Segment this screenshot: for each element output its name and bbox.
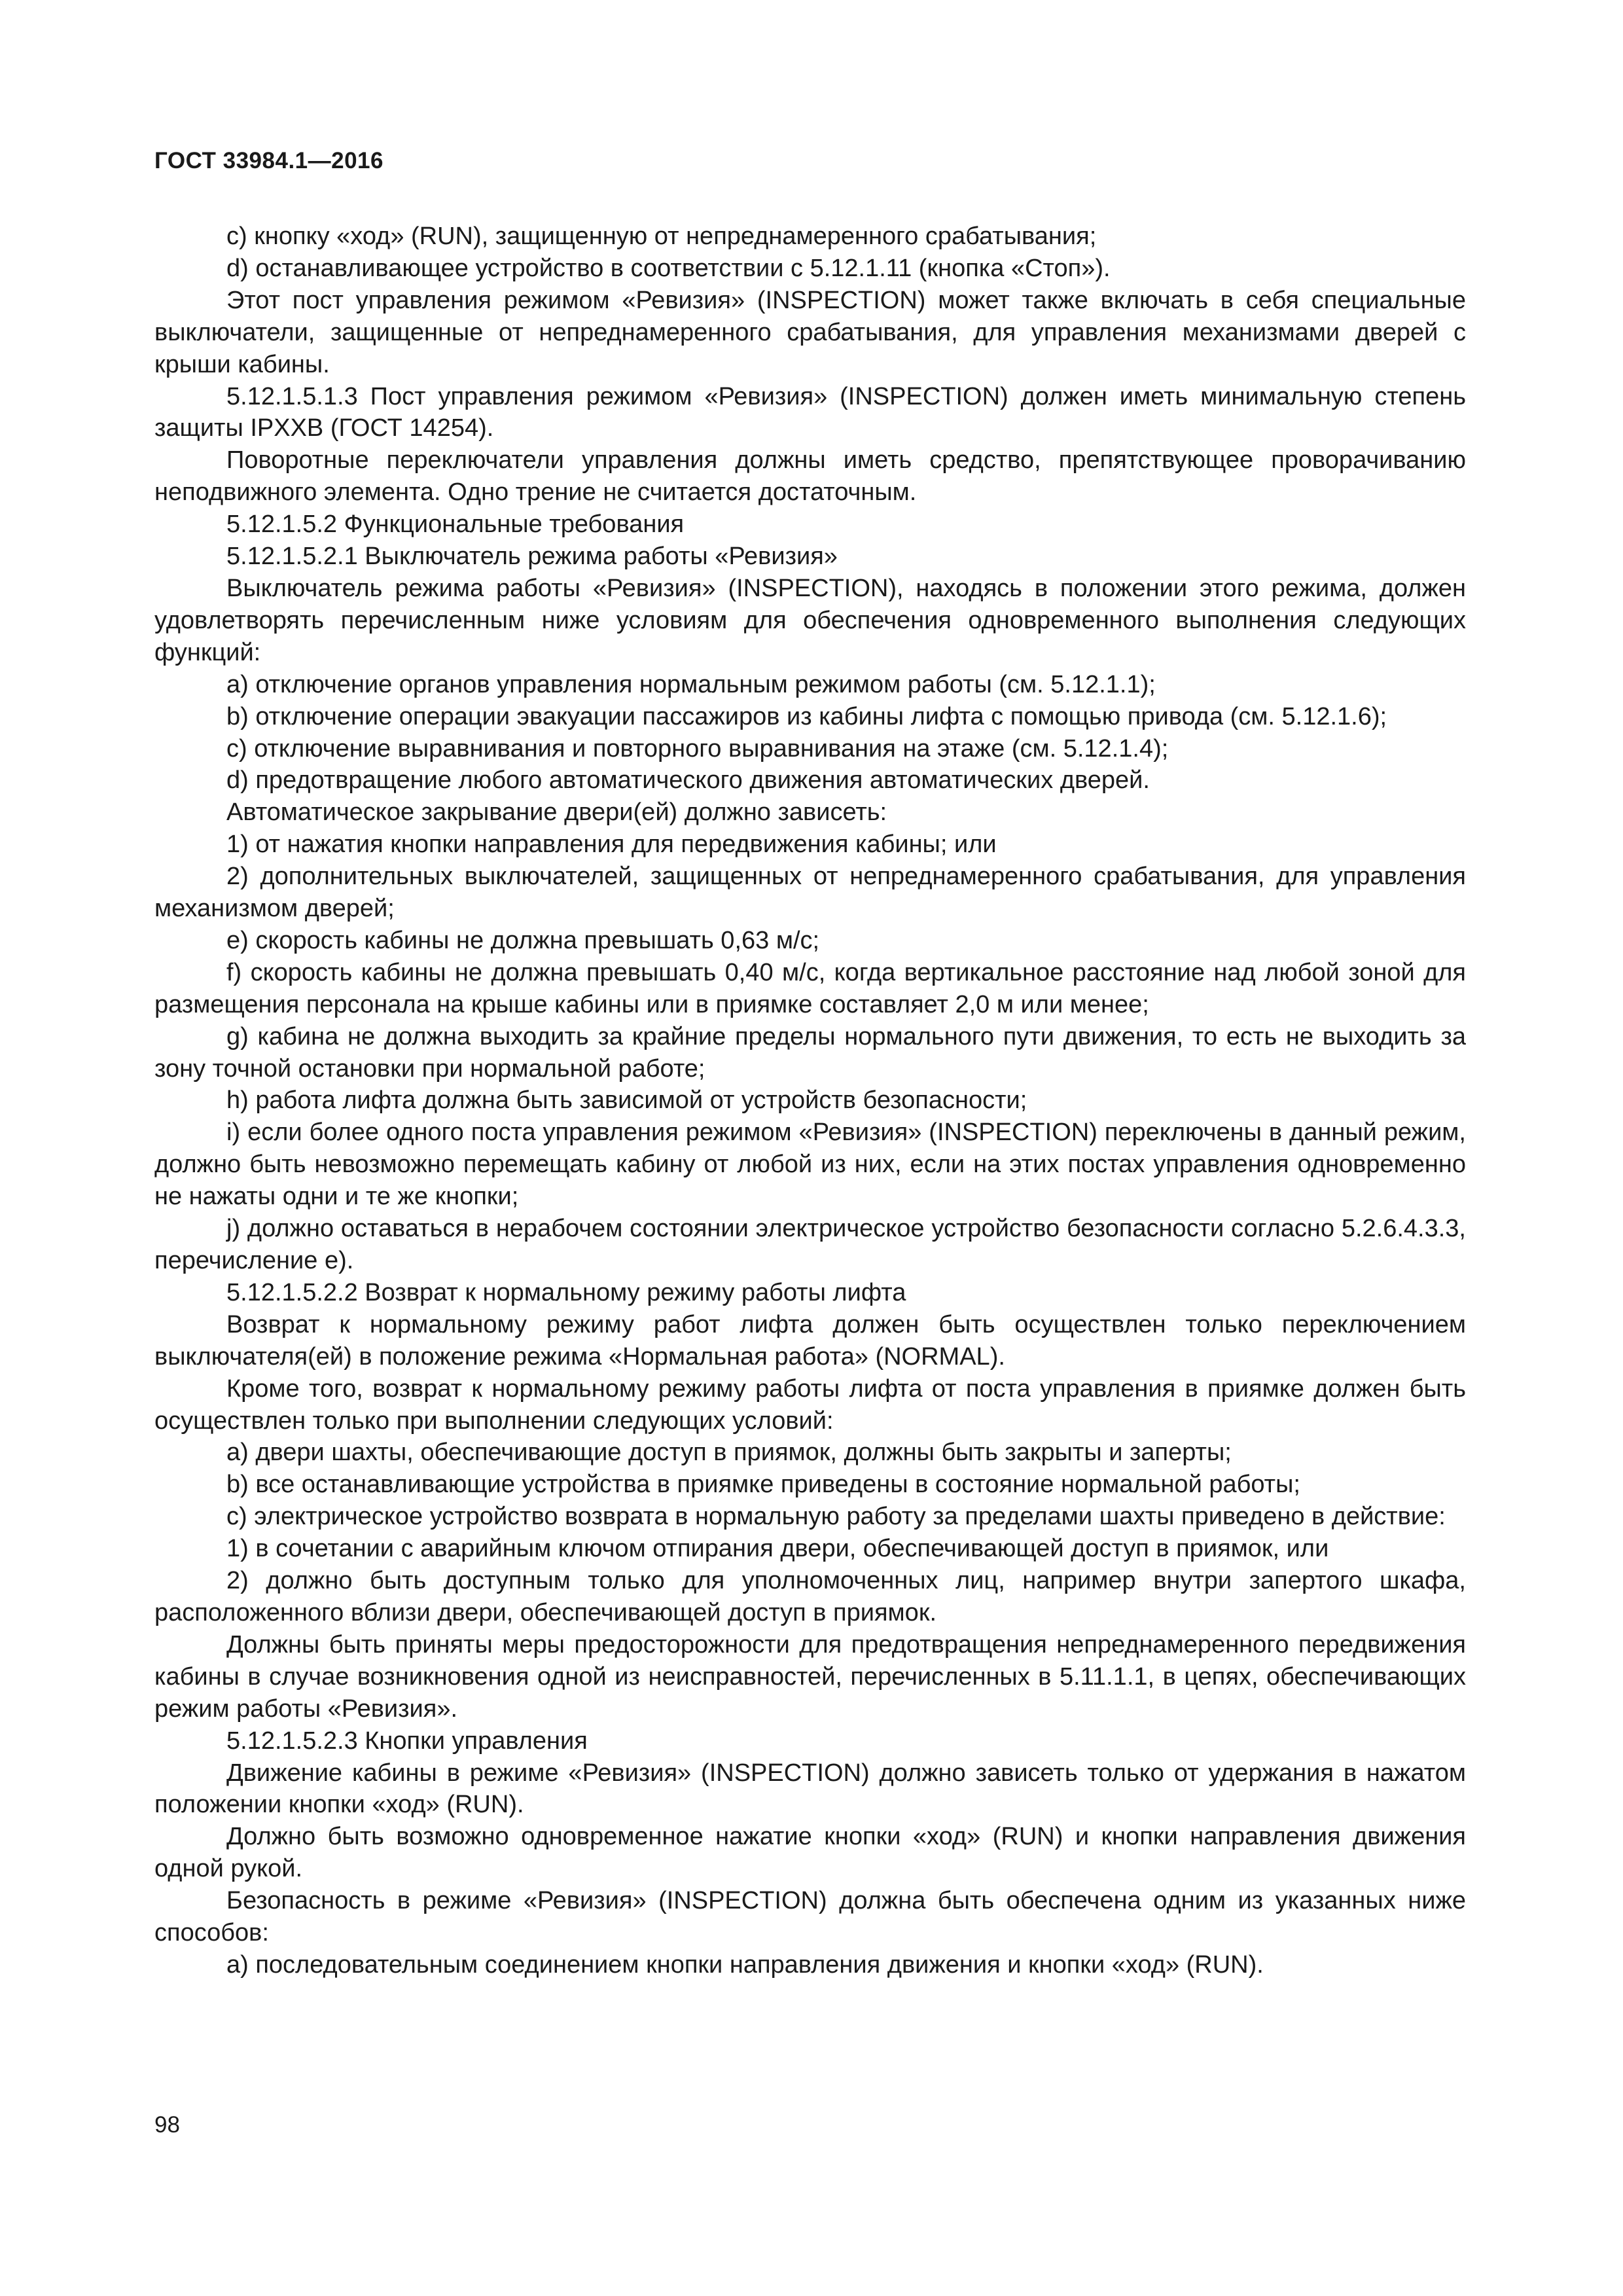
- paragraph: Выключатель режима работы «Ревизия» (INSPECTION), находясь в положении этого режима, должен удовлетворять перечисленным ниже условиям для обеспечения одновременного выполнения следующих функций:: [154, 574, 1466, 666]
- paragraph: Поворотные переключатели управления должны иметь средство, препятствующее проворачиванию неподвижного элемента. Одно трение не считается достаточным.: [154, 446, 1466, 507]
- body-text: [154, 221, 1466, 1981]
- list-item: h) работа лифта должна быть зависимой от устройств безопасности;: [226, 1086, 1027, 1115]
- paragraph: Возврат к нормальному режиму работ лифта должен быть осуществлен только переключением выключателя(ей) в положение режима «Нормальная работа» (NORMAL).: [154, 1310, 1466, 1371]
- list-item: j) должно оставаться в нерабочем состоянии электрическое устройство безопасности согласно 5.2.6.4.3.3, перечисление e).: [154, 1215, 1466, 1274]
- list-item: 1) в сочетании с аварийным ключом отпирания двери, обеспечивающей доступ в приямок, или: [226, 1535, 1329, 1563]
- list-item: c) отключение выравнивания и повторного выравнивания на этаже (см. 5.12.1.4);: [226, 734, 1169, 762]
- list-item: a) двери шахты, обеспечивающие доступ в приямок, должны быть закрыты и заперты;: [226, 1439, 1232, 1467]
- standard-code-header: ГОСТ 33984.1—2016: [154, 148, 383, 173]
- section-heading: 5.12.1.5.2.2 Возврат к нормальному режиму работы лифта: [226, 1278, 906, 1306]
- list-item: 2) должно быть доступным только для уполномоченных лиц, например внутри запертого шкафа, расположенного вблизи двери, обеспечивающей доступ в приямок.: [154, 1567, 1466, 1626]
- section-heading: 5.12.1.5.2.3 Кнопки управления: [226, 1727, 588, 1755]
- section-heading: 5.12.1.5.2 Функциональные требования: [226, 511, 685, 539]
- list-item: 1) от нажатия кнопки направления для передвижения кабины; или: [226, 831, 997, 859]
- paragraph: Этот пост управления режимом «Ревизия» (INSPECTION) может также включать в себя специальные выключатели, защищенные от непреднамеренного срабатывания, для управления механизмами дверей с крыши кабины.: [154, 286, 1466, 378]
- paragraph: 5.12.1.5.1.3 Пост управления режимом «Ревизия» (INSPECTION) должен иметь минимальную степень защиты IPXXB (ГОСТ 14254).: [154, 382, 1466, 442]
- paragraph: Безопасность в режиме «Ревизия» (INSPECTION) должна быть обеспечена одним из указанных ниже способов:: [154, 1887, 1466, 1947]
- list-item: b) все останавливающие устройства в приямке приведены в состояние нормальной работы;: [226, 1471, 1300, 1499]
- list-item: 2) дополнительных выключателей, защищенных от непреднамеренного срабатывания, для управления механизмом дверей;: [154, 863, 1466, 923]
- list-item: a) отключение органов управления нормальным режимом работы (см. 5.12.1.1);: [226, 670, 1156, 698]
- list-item: c) электрическое устройство возврата в нормальную работу за пределами шахты приведено в действие:: [226, 1503, 1446, 1531]
- list-item: i) если более одного поста управления режимом «Ревизия» (INSPECTION) переключены в данный режим, должно быть невозможно перемещать кабину от любой из них, если на этих постах управления одновременно не нажаты одни и те же кнопки;: [154, 1119, 1466, 1211]
- list-item: e) скорость кабины не должна превышать 0,63 м/с;: [226, 926, 820, 954]
- list-item: a) последовательным соединением кнопки направления движения и кнопки «ход» (RUN).: [226, 1950, 1264, 1979]
- page-number: 98: [154, 2112, 180, 2138]
- list-item: g) кабина не должна выходить за крайние пределы нормального пути движения, то есть не выходить за зону точной остановки при нормальной работе;: [154, 1022, 1466, 1083]
- list-item: f) скорость кабины не должна превышать 0,40 м/с, когда вертикальное расстояние над любой зоной для размещения персонала на крыше кабины или в приямке составляет 2,0 м или менее;: [154, 958, 1466, 1018]
- paragraph: Должно быть возможно одновременное нажатие кнопки «ход» (RUN) и кнопки направления движения одной рукой.: [154, 1823, 1466, 1883]
- section-heading: 5.12.1.5.2.1 Выключатель режима работы «Ревизия»: [226, 543, 838, 571]
- paragraph: Кроме того, возврат к нормальному режиму работы лифта от поста управления в приямке должен быть осуществлен только при выполнении следующих условий:: [154, 1374, 1466, 1435]
- paragraph: Автоматическое закрывание двери(ей) должно зависеть:: [226, 798, 887, 827]
- paragraph: Движение кабины в режиме «Ревизия» (INSPECTION) должно зависеть только от удержания в нажатом положении кнопки «ход» (RUN).: [154, 1759, 1466, 1819]
- paragraph: c) кнопку «ход» (RUN), защищенную от непреднамеренного срабатывания;: [226, 223, 1097, 250]
- list-item: b) отключение операции эвакуации пассажиров из кабины лифта с помощью привода (см. 5.12.1.6);: [226, 702, 1387, 730]
- paragraph: Должны быть приняты меры предосторожности для предотвращения непреднамеренного передвижения кабины в случае возникновения одной из неисправностей, перечисленных в 5.11.1.1, в цепях, обеспечивающих режим работы «Ревизия».: [154, 1630, 1466, 1723]
- list-item: d) предотвращение любого автоматического движения автоматических дверей.: [226, 766, 1150, 795]
- paragraph: d) останавливающее устройство в соответствии с 5.12.1.11 (кнопка «Стоп»).: [226, 254, 1111, 282]
